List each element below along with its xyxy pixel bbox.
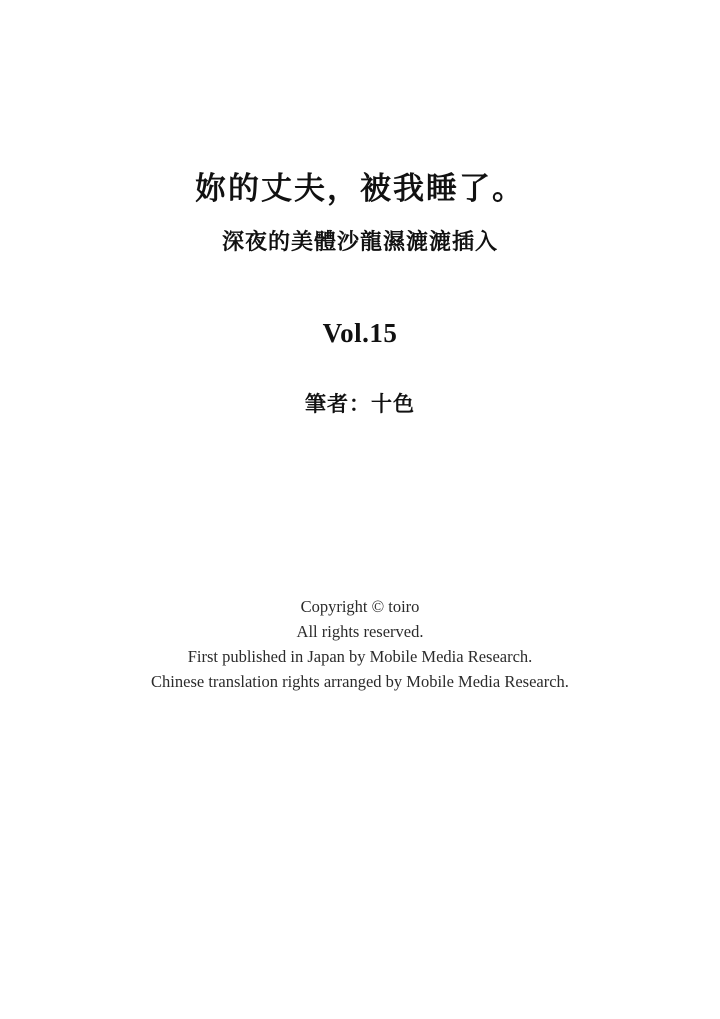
page-title: 妳的丈夫，被我睡了。 xyxy=(195,171,525,207)
copyright-line-1: Copyright © toiro xyxy=(300,597,420,616)
title-block xyxy=(0,170,720,257)
author-label: 筆者：十色 xyxy=(305,392,415,416)
page-subtitle: 深夜的美體沙龍濕漉漉插入 xyxy=(221,229,498,255)
copyright-line-4: Chinese translation rights arranged by Mobile Media Research. xyxy=(151,672,569,691)
volume-label: Vol.15 xyxy=(322,318,398,348)
copyright-line-2: All rights reserved. xyxy=(296,622,424,641)
copyright-line-3: First published in Japan by Mobile Media Research. xyxy=(187,647,533,666)
copyright-block xyxy=(0,594,720,694)
